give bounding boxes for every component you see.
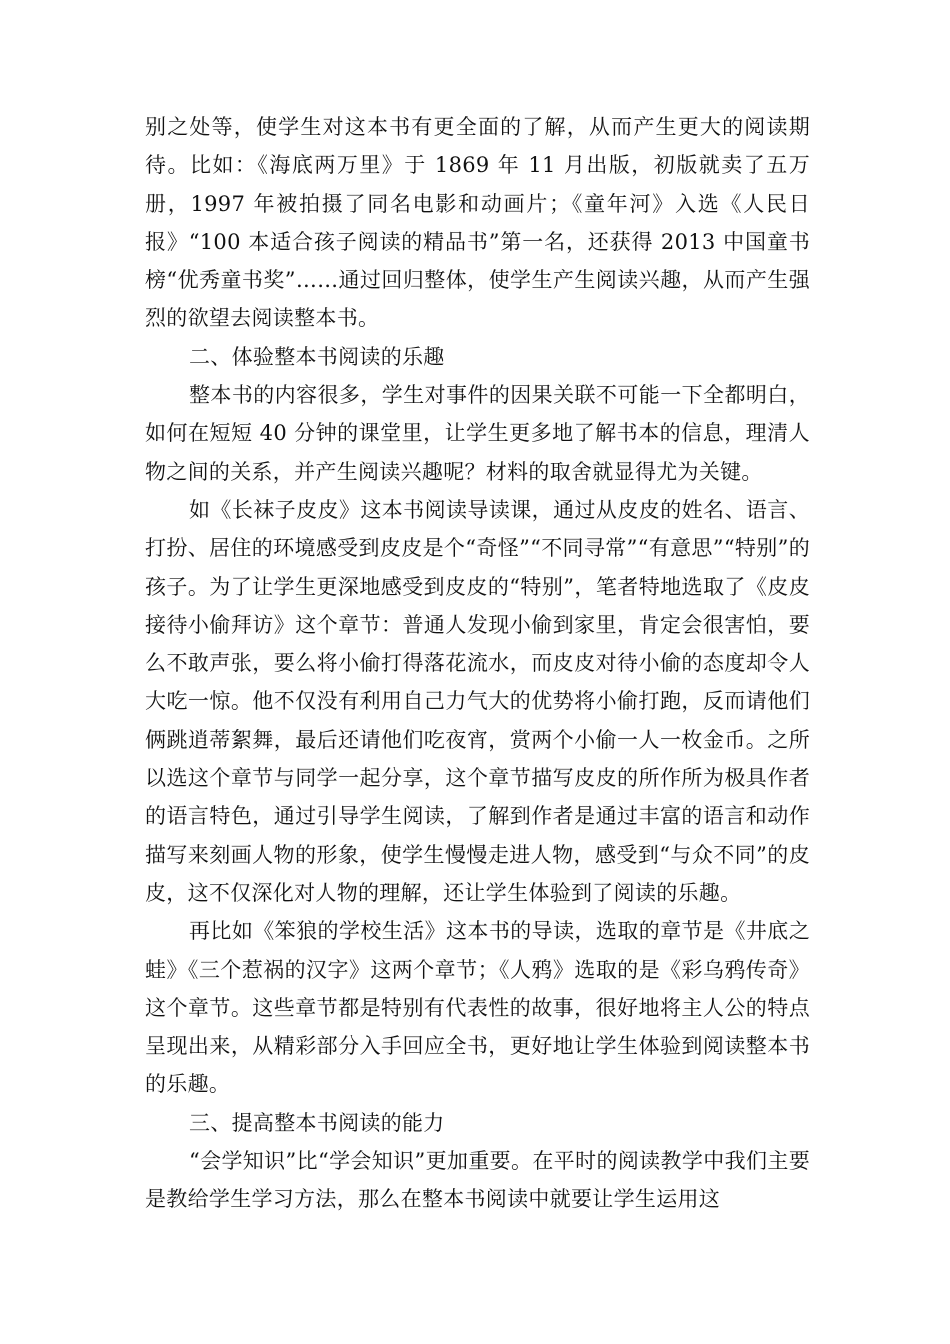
- document-body: [145, 108, 810, 1219]
- section-heading-two: 二、体验整本书阅读的乐趣: [189, 344, 445, 369]
- paragraph-pippi-example: 如《长袜子皮皮》这本书阅读导读课，通过从皮皮的姓名、语言、打扮、居住的环境感受到皮皮是个“奇怪”“不同寻常”“有意思”“特别”的孩子。为了让学生更深地感受到皮皮的“特别”，笔者特地选取了《皮皮接待小偷拜访》这个章节：普通人发现小偷到家里，肯定会很害怕，要么不敢声张，要么将小偷打得落花流水，而皮皮对待小偷的态度却令人大吃一惊。他不仅没有利用自己力气大的优势将小偷打跑，反而请他们俩跳逍蒂絮舞，最后还请他们吃夜宵，赏两个小偷一人一枚金币。之所以选这个章节与同学一起分享，这个章节描写皮皮的所作所为极具作者的语言特色，通过引导学生阅读，了解到作者是通过丰富的语言和动作描写来刻画人物的形象，使学生慢慢走进人物，感受到“与众不同”的皮皮，这不仅深化对人物的理解，还让学生体验到了阅读的乐趣。: [145, 497, 810, 905]
- paragraph-continuation: 别之处等，使学生对这本书有更全面的了解，从而产生更大的阅读期待。比如：《海底两万里》于 1869 年 11 月出版，初版就卖了五万册，1997 年被拍摄了同名电影和动画片；《童年河》入选《人民日报》“100 本适合孩子阅读的精品书”第一名，还获得 2013 中国童书榜“优秀童书奖”……通过回归整体，使学生产生阅读兴趣，从而产生强烈的欲望去阅读整本书。: [145, 115, 810, 331]
- paragraph-other-examples: 再比如《笨狼的学校生活》这本书的导读，选取的章节是《井底之蛙》《三个惹祸的汉字》这两个章节；《人鸦》选取的是《彩乌鸦传奇》这个章节。这些章节都是特别有代表性的故事，很好地将主人公的特点呈现出来，从精彩部分入手回应全书，更好地让学生体验到阅读整本书的乐趣。: [145, 919, 810, 1097]
- paragraph-reading-ability: “会学知识”比“学会知识”更加重要。在平时的阅读教学中我们主要是教给学生学习方法，那么在整本书阅读中就要让学生运用这: [145, 1149, 810, 1212]
- paragraph-material-selection: 整本书的内容很多，学生对事件的因果关联不可能一下全都明白，如何在短短 40 分钟的课堂里，让学生更多地了解书本的信息，理清人物之间的关系，并产生阅读兴趣呢？材料的取舍就显得尤为关键。: [145, 383, 810, 484]
- section-heading-three: 三、提高整本书阅读的能力: [189, 1110, 445, 1135]
